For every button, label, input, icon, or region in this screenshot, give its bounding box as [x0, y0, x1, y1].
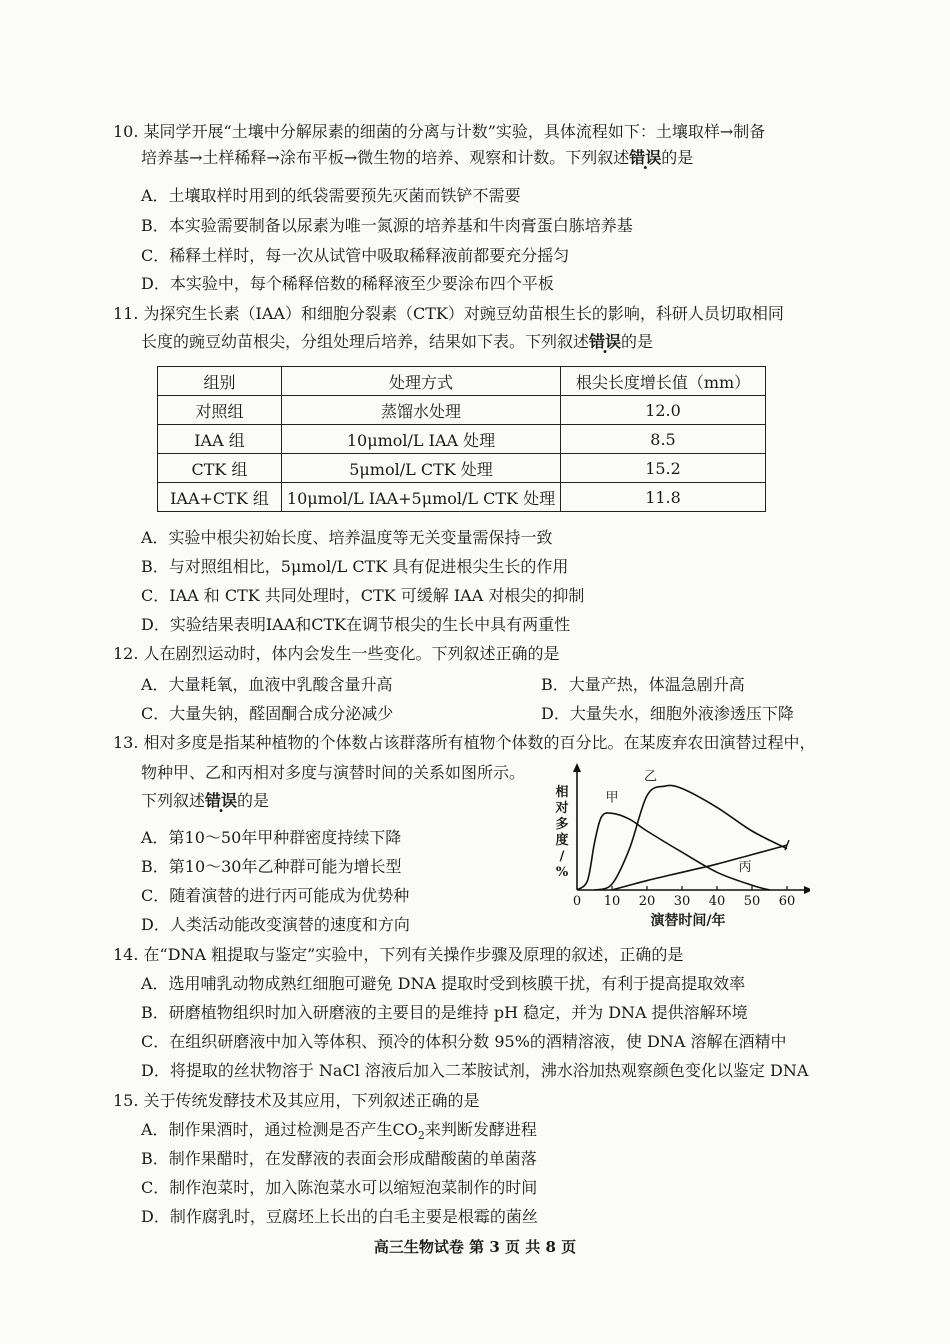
- q10-option-c: C．稀释土样时，每一次从试管中吸取稀释液前都要充分摇匀: [141, 246, 570, 265]
- q13-option-d: D．人类活动能改变演替的速度和方向: [141, 915, 410, 934]
- q10-stem-line2: [141, 147, 693, 169]
- q13-stem-line3: [141, 790, 269, 812]
- series-curve-3: [612, 845, 787, 890]
- chart-axes: [573, 763, 810, 894]
- q11-emphasis: 错误: [589, 332, 622, 351]
- table-row: [158, 454, 766, 483]
- table-header: 组别: [158, 367, 282, 396]
- table-row: [158, 396, 766, 425]
- q11-option-c: C．IAA 和 CTK 共同处理时，CTK 可缓解 IAA 对根尖的抑制: [141, 586, 585, 605]
- table-header: 根尖长度增长值（mm）: [561, 367, 766, 396]
- q11-stem-line2: [141, 331, 653, 353]
- q10-option-a: A．土壤取样时用到的纸袋需要预先灭菌而铁铲不需要: [141, 186, 521, 205]
- table-cell: 15.2: [561, 454, 766, 483]
- q15-stem: 15. 关于传统发酵技术及其应用，下列叙述正确的是: [113, 1091, 480, 1110]
- q11-stem-line1: 11. 为探究生长素（IAA）和细胞分裂素（CTK）对豌豆幼苗根生长的影响，科研人员切取相同: [113, 304, 784, 323]
- q11-stem-text: 长度的豌豆幼苗根尖，分组处理后培养，结果如下表。下列叙述: [141, 332, 590, 351]
- q11-stem-end: 的是: [621, 332, 654, 351]
- chart-x-axis-label: 演替时间/年: [650, 913, 726, 929]
- q12-option-d: D．大量失水，细胞外液渗透压下降: [541, 704, 794, 723]
- table-row: [158, 483, 766, 512]
- table-header: 处理方式: [282, 367, 561, 396]
- series-label: 乙: [643, 769, 658, 785]
- y-axis-arrow: [573, 763, 581, 772]
- x-tick-label: 40: [708, 894, 726, 909]
- q14-option-d: D．将提取的丝状物溶于 NaCl 溶液后加入二苯胺试剂，沸水浴加热观察颜色变化以鉴定 DNA: [141, 1061, 809, 1080]
- table-cell: IAA+CTK 组: [158, 483, 282, 512]
- q10-stem-end: 的是: [661, 148, 694, 167]
- x-tick-label: 0: [572, 894, 582, 909]
- table-cell: 11.8: [561, 483, 766, 512]
- q12-option-c: C．大量失钠，醛固酮合成分泌减少: [141, 704, 394, 723]
- q15-option-a: [141, 1119, 537, 1147]
- chart-y-axis-label: 相对多度/ %: [555, 785, 569, 880]
- table-cell: IAA 组: [158, 425, 282, 454]
- q13-stem-text: 下列叙述: [141, 791, 206, 810]
- q15-option-a-subscript: 2: [417, 1129, 425, 1143]
- q10-option-b: B．本实验需要制备以尿素为唯一氮源的培养基和牛肉膏蛋白胨培养基: [141, 216, 633, 235]
- x-tick-label: 60: [778, 894, 796, 909]
- x-tick-label: 50: [743, 894, 761, 909]
- table-cell: CTK 组: [158, 454, 282, 483]
- q14-option-a: A．选用哺乳动物成熟红细胞可避免 DNA 提取时受到核膜干扰，有利于提高提取效率: [141, 974, 746, 993]
- q12-option-b: B．大量产热，体温急剧升高: [541, 675, 745, 694]
- q11-results-table: [157, 366, 766, 512]
- q13-emphasis: 错误: [205, 791, 238, 810]
- x-tick-label: 10: [603, 894, 621, 909]
- series-label: 丙: [738, 860, 752, 876]
- q14-stem: 14. 在“DNA 粗提取与鉴定”实验中，下列有关操作步骤及原理的叙述，正确的是: [113, 945, 684, 964]
- q13-stem-line1: 13. 相对多度是指某种植物的个体数占该群落所有植物个体数的百分比。在某废弃农田演替过程中，: [113, 733, 816, 752]
- q14-option-c: C．在组织研磨液中加入等体积、预冷的体积分数 95%的酒精溶液，使 DNA 溶解在酒精中: [141, 1032, 787, 1051]
- x-tick-label: 20: [638, 894, 656, 909]
- table-cell: 12.0: [561, 396, 766, 425]
- q15-option-b: B．制作果醋时，在发酵液的表面会形成醋酸菌的单菌落: [141, 1149, 537, 1168]
- q13-option-a: A．第10～50年甲种群密度持续下降: [141, 828, 402, 847]
- table-row: [158, 425, 766, 454]
- q14-option-b: B．研磨植物组织时加入研磨液的主要目的是维持 pH 稳定，并为 DNA 提供溶解环境: [141, 1003, 748, 1022]
- x-axis-arrow: [804, 886, 810, 894]
- x-tick-label: 30: [673, 894, 691, 909]
- q11-option-b: B．与对照组相比，5μmol/L CTK 具有促进根尖生长的作用: [141, 557, 569, 576]
- q13-succession-chart: [550, 762, 810, 942]
- q15-option-d: D．制作腐乳时，豆腐坯上长出的白毛主要是根霉的菌丝: [141, 1207, 538, 1226]
- table-cell: 对照组: [158, 396, 282, 425]
- q11-option-a: A．实验中根尖初始长度、培养温度等无关变量需保持一致: [141, 528, 553, 547]
- q10-stem-line1: 10. 某同学开展“土壤中分解尿素的细菌的分离与计数”实验，具体流程如下：土壤取样→制备: [113, 122, 766, 141]
- q12-stem: 12. 人在剧烈运动时，体内会发生一些变化。下列叙述正确的是: [113, 644, 560, 663]
- table-cell: 5μmol/L CTK 处理: [282, 454, 561, 483]
- table-cell: 10μmol/L IAA+5μmol/L CTK 处理: [282, 483, 561, 512]
- q11-option-d: D．实验结果表明IAA和CTK在调节根尖的生长中具有两重性: [141, 615, 571, 634]
- series-label: 甲: [605, 790, 619, 806]
- table-cell: 10μmol/L IAA 处理: [282, 425, 561, 454]
- q10-stem-text: 培养基→土样稀释→涂布平板→微生物的培养、观察和计数。下列叙述: [141, 148, 630, 167]
- q13-stem-end: 的是: [237, 791, 270, 810]
- series-curve-2: [595, 785, 788, 890]
- chart-series-labels: [605, 769, 751, 875]
- q13-option-b: B．第10～30年乙种群可能为增长型: [141, 857, 402, 876]
- q15-option-a-text-end: 来判断发酵进程: [424, 1120, 537, 1139]
- table-cell: 蒸馏水处理: [282, 396, 561, 425]
- q12-option-a: A．大量耗氧，血液中乳酸含量升高: [141, 675, 393, 694]
- q10-option-d: D．本实验中，每个稀释倍数的稀释液至少要涂布四个平板: [141, 274, 554, 293]
- q13-option-c: C．随着演替的进行丙可能成为优势种: [141, 886, 410, 905]
- page-footer: 高三生物试卷 第 3 页 共 8 页: [373, 1238, 577, 1256]
- q10-emphasis: 错误: [629, 148, 662, 167]
- q15-option-c: C．制作泡菜时，加入陈泡菜水可以缩短泡菜制作的时间: [141, 1178, 538, 1197]
- q15-option-a-text: A．制作果酒时，通过检测是否产生CO: [141, 1120, 418, 1139]
- table-cell: 8.5: [561, 425, 766, 454]
- table-header-row: [158, 367, 766, 396]
- q13-stem-line2: 物种甲、乙和丙相对多度与演替时间的关系如图所示。: [141, 763, 526, 782]
